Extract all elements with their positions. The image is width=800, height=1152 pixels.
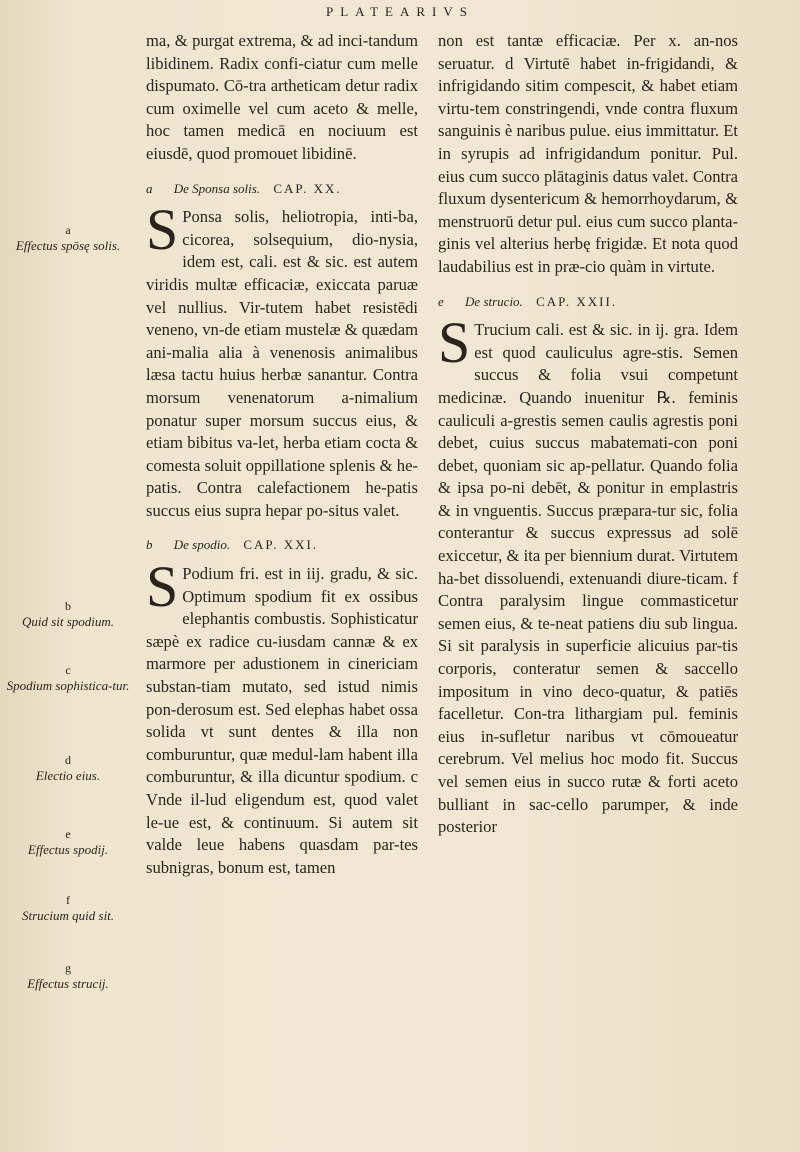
margin-note-d	[6, 752, 130, 784]
chapter-body: Trucium cali. est & sic. in ij. gra. Idem est quod cauliculus agre-stis. Semen succus & folia vsui competunt medicinæ. Quando inuenitur ℞. feminis cauliculi a-grestis semen caulis agrestis poni debet, cuius succus mabatemati-con poni debet, quoniam sic ap-pellatur. Quando folia & ipsa po-ni debēt, & ponitur in emplastris & in vnguentis. Succus præpara-tur sic, folia conterantur & succus expressus ad solē exiccetur, & ita per biennium durat. Virtutem ha-bet dissoluendi, extenuandi diure-ticam. f Contra paralysim lingue commasticetur semen eius, & te-neat patiens diu sub lingua. Si sit paralysis in superficie alicuius par-tis corporis, conteratur semen & saccello impositum in vino deco-quatur, & patiēs facelletur. Con-tra lithargiam pul. feminis eius in-sufletur naribus vt cōmoueatur cerebrum. Vel melius hoc modo fit. Succus vel semen eius in succo rutæ & forti aceto bulliant in sac-cello parumper, & inde posterior	[438, 320, 738, 837]
chapter-heading	[438, 291, 738, 314]
margin-text: Effectus spōsę solis.	[15, 238, 121, 253]
chapter-text	[146, 197, 418, 522]
margin-note-a	[6, 222, 130, 254]
margin-ref: f	[66, 893, 70, 907]
margin-ref: g	[65, 961, 71, 975]
drop-cap: S	[146, 554, 179, 620]
chapter-body: Ponsa solis, heliotropia, inti-ba, cicorea, solsequium, dio-nysia, idem est, cali. est & sic. est autem viridis multæ efficaciæ, exiccata paruæ vel nullius. Vir-tutem habet resistēdi veneno, vn-de etiam mustelæ & quædam ani-malia alia à venenosis animalibus læsa tactu huius herbæ sanantur. Contra morsum venenatorum a-nimalium ponatur super morsum succus eius, & etiam bibitus va-let, herba etiam cocta & comesta soluit oppillatione splenis & he-patis. Contra calefactionem he-patis succus eius supra hepar po-situs valet.	[146, 207, 418, 520]
margin-ref: c	[65, 663, 71, 677]
margin-text: Spodium sophistica-tur.	[6, 678, 130, 693]
margin-text: Electio eius.	[35, 768, 101, 783]
drop-cap: S	[146, 197, 179, 263]
chapter-text	[146, 554, 418, 879]
chapter-heading	[146, 534, 418, 557]
margin-ref: a	[65, 223, 71, 237]
running-head: PLATEARIVS	[325, 4, 474, 19]
chapter-text	[438, 310, 738, 839]
margin-ref: e	[65, 827, 71, 841]
body-paragraph: non est tantæ efficaciæ. Per x. an-nos seruatur. d Virtutē habet in-frigidandi, & infrigidando sitim compescit, & habet etiam virtu-tem constringendi, vnde contra fluxum sanguinis è naribus pulue. eius immittatur. Et in syrupis ad infrigidandum ponitur. Pul. eius cum succo plātaginis datus valet. Contra fluxum dysentericum & hemorrhoydarum, & menstruorū detur pul. eius cum succo planta-ginis vel alterius herbę frigidæ. Et nota quod laudabilius est in præ-cio quàm in virtute.	[438, 31, 738, 276]
chapter-title: De strucio.	[465, 293, 523, 309]
margin-text: Effectus strucij.	[27, 976, 109, 991]
margin-text: Strucium quid sit.	[21, 908, 115, 923]
margin-note-g	[6, 960, 130, 992]
chapter-title: De spodio.	[173, 537, 231, 553]
margin-text: Quid sit spodium.	[21, 614, 115, 629]
margin-ref: b	[65, 599, 71, 613]
margin-note-b	[6, 598, 130, 630]
margin-note-f	[6, 892, 130, 924]
chapter-body: Podium fri. est in iij. gradu, & sic. Optimum spodium fit ex ossibus elephantis combustis. Sophisticatur sæpè ex radice cu-iusdam cannæ & ex marmore per adustionem in cinericiam substan-tiam mutato, sed istud nimis pon-derosum est. Sed elephas habet ossa solida vt sunt dentes & illa non comburuntur, quæ medul-lam habent illa comburuntur, & illa dicuntur spodium. c Vnde il-lud eligendum est, quod valet le-ue est, & continuum. Si autem sit valde leue habens quasdam par-tes subnigras, bonum est, tamen	[146, 564, 418, 877]
chapter-ref: e	[438, 293, 446, 309]
chapter-heading	[146, 178, 418, 201]
drop-cap: S	[438, 310, 471, 376]
right-column	[438, 30, 738, 839]
margin-note-c	[6, 662, 130, 694]
chapter-number: CAP. XXI.	[243, 537, 319, 553]
chapter-title: De Sponsa solis.	[173, 180, 261, 196]
left-column	[146, 30, 418, 879]
body-paragraph: ma, & purgat extrema, & ad inci-tandum libidinem. Radix confi-ciatur cum melle dispumato. Cō-tra artheticam detur radix cum oximelle vel cum aceto & melle, hoc tamen medicā en nociuum est eiusdē, quod promouet libidinē.	[146, 31, 418, 163]
chapter-ref: b	[146, 537, 155, 553]
margin-text: Effectus spodij.	[27, 842, 109, 857]
chapter-number: CAP. XX.	[273, 180, 342, 196]
margin-note-e	[6, 826, 130, 858]
chapter-number: CAP. XXII.	[536, 293, 618, 309]
chapter-ref: a	[146, 180, 155, 196]
margin-ref: d	[65, 753, 71, 767]
